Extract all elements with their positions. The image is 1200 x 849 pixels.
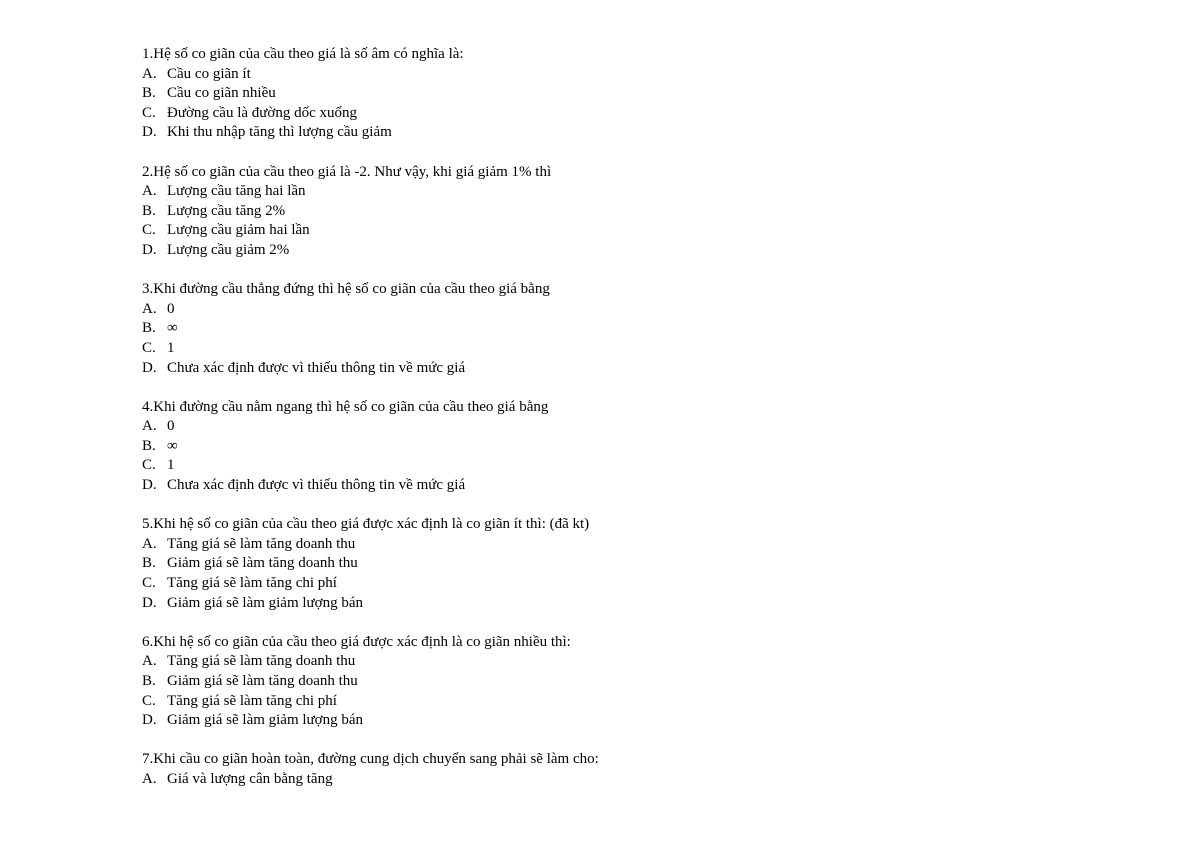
option-letter: D. — [142, 594, 157, 611]
option-text: Giảm giá sẽ làm tăng doanh thu — [167, 555, 358, 572]
option-text: Giảm giá sẽ làm giảm lượng bán — [167, 712, 364, 729]
option-text: Lượng cầu giảm 2% — [167, 241, 290, 258]
question-1 — [142, 45, 1142, 143]
question-text: 6.Khi hệ số co giãn của cầu theo giá được xác định là co giãn nhiều thì: — [142, 633, 571, 650]
option-letter: C. — [142, 222, 156, 239]
answer-option — [142, 182, 1142, 202]
answer-option — [142, 711, 1142, 731]
answer-option — [142, 123, 1142, 143]
question-6 — [142, 633, 1142, 731]
option-letter: D. — [142, 241, 157, 258]
option-letter: A. — [142, 535, 157, 552]
option-text: Khi thu nhập tăng thì lượng cầu giảm — [167, 124, 392, 141]
question-text: 2.Hệ số co giãn của cầu theo giá là -2. Như vậy, khi giá giảm 1% thì — [142, 163, 552, 180]
question-text: 7.Khi cầu co giãn hoàn toàn, đường cung dịch chuyển sang phải sẽ làm cho: — [142, 751, 599, 768]
answer-option — [142, 652, 1142, 672]
answer-option — [142, 319, 1142, 339]
answer-option — [142, 770, 1142, 790]
option-text: ∞ — [167, 320, 178, 337]
answer-option — [142, 359, 1142, 379]
option-letter: B. — [142, 202, 156, 219]
option-letter: D. — [142, 712, 157, 729]
answer-option — [142, 456, 1142, 476]
option-letter: A. — [142, 300, 157, 317]
option-letter: A. — [142, 653, 157, 670]
option-text: Lượng cầu giảm hai lần — [167, 222, 310, 239]
option-letter: C. — [142, 692, 156, 709]
answer-option — [142, 594, 1142, 614]
option-letter: B. — [142, 555, 156, 572]
option-letter: C. — [142, 339, 156, 356]
option-text: 0 — [167, 300, 175, 317]
option-text: Chưa xác định được vì thiếu thông tin về mức giá — [167, 477, 466, 494]
option-letter: B. — [142, 85, 156, 102]
answer-option — [142, 339, 1142, 359]
option-letter: B. — [142, 673, 156, 689]
option-letter: C. — [142, 104, 156, 121]
option-text: Tăng giá sẽ làm tăng chi phí — [167, 575, 337, 592]
answer-option — [142, 437, 1142, 457]
option-text: Cầu co giãn ít — [167, 65, 251, 82]
option-letter: C. — [142, 457, 156, 474]
answer-option — [142, 672, 1142, 692]
option-letter: A. — [142, 183, 157, 200]
question-text: 3.Khi đường cầu thẳng đứng thì hệ số co giãn của cầu theo giá bằng — [142, 281, 550, 298]
option-text: 0 — [167, 418, 175, 435]
answer-option — [142, 476, 1142, 496]
option-letter: D. — [142, 124, 157, 141]
answer-option — [142, 417, 1142, 437]
answer-option — [142, 535, 1142, 555]
question-5 — [142, 515, 1142, 613]
answer-option — [142, 574, 1142, 594]
question-text: 5.Khi hệ số co giãn của cầu theo giá được xác định là co giãn ít thì: (đã kt) — [142, 516, 590, 533]
question-3 — [142, 280, 1142, 378]
question-2 — [142, 163, 1142, 261]
answer-option — [142, 65, 1142, 85]
answer-option — [142, 202, 1142, 222]
option-text: Đường cầu là đường dốc xuống — [167, 104, 358, 121]
answer-option — [142, 104, 1142, 124]
answer-option — [142, 692, 1142, 712]
option-text: Giảm giá sẽ làm giảm lượng bán — [167, 594, 364, 611]
option-letter: D. — [142, 477, 157, 494]
option-text: Tăng giá sẽ làm tăng doanh thu — [167, 653, 356, 670]
option-text: 1 — [167, 457, 175, 474]
option-letter: B. — [142, 437, 156, 454]
option-text: Tăng giá sẽ làm tăng doanh thu — [167, 535, 356, 552]
document-page — [142, 45, 1142, 809]
option-letter: D. — [142, 359, 157, 376]
option-text: Lượng cầu tăng 2% — [167, 202, 286, 219]
option-text: Lượng cầu tăng hai lần — [167, 183, 306, 200]
option-text: ∞ — [167, 437, 178, 454]
option-text: Chưa xác định được vì thiếu thông tin về mức giá — [167, 359, 466, 376]
option-text: 1 — [167, 339, 175, 356]
option-letter: B. — [142, 320, 156, 337]
option-text: Tăng giá sẽ làm tăng chi phí — [167, 692, 337, 709]
question-text: 1.Hệ số co giãn của cầu theo giá là số âm có nghĩa là: — [142, 46, 464, 62]
option-letter: A. — [142, 418, 157, 435]
option-text: Giảm giá sẽ làm tăng doanh thu — [167, 673, 358, 689]
option-text: Cầu co giãn nhiều — [167, 85, 276, 102]
option-letter: A. — [142, 770, 157, 787]
answer-option — [142, 84, 1142, 104]
option-text: Giá và lượng cân bằng tăng — [167, 770, 333, 787]
option-letter: A. — [142, 65, 157, 82]
question-4 — [142, 398, 1142, 496]
question-7 — [142, 750, 1142, 789]
option-letter: C. — [142, 575, 156, 592]
answer-option — [142, 241, 1142, 261]
answer-option — [142, 221, 1142, 241]
question-text: 4.Khi đường cầu nằm ngang thì hệ số co giãn của cầu theo giá bằng — [142, 398, 549, 415]
answer-option — [142, 300, 1142, 320]
answer-option — [142, 554, 1142, 574]
